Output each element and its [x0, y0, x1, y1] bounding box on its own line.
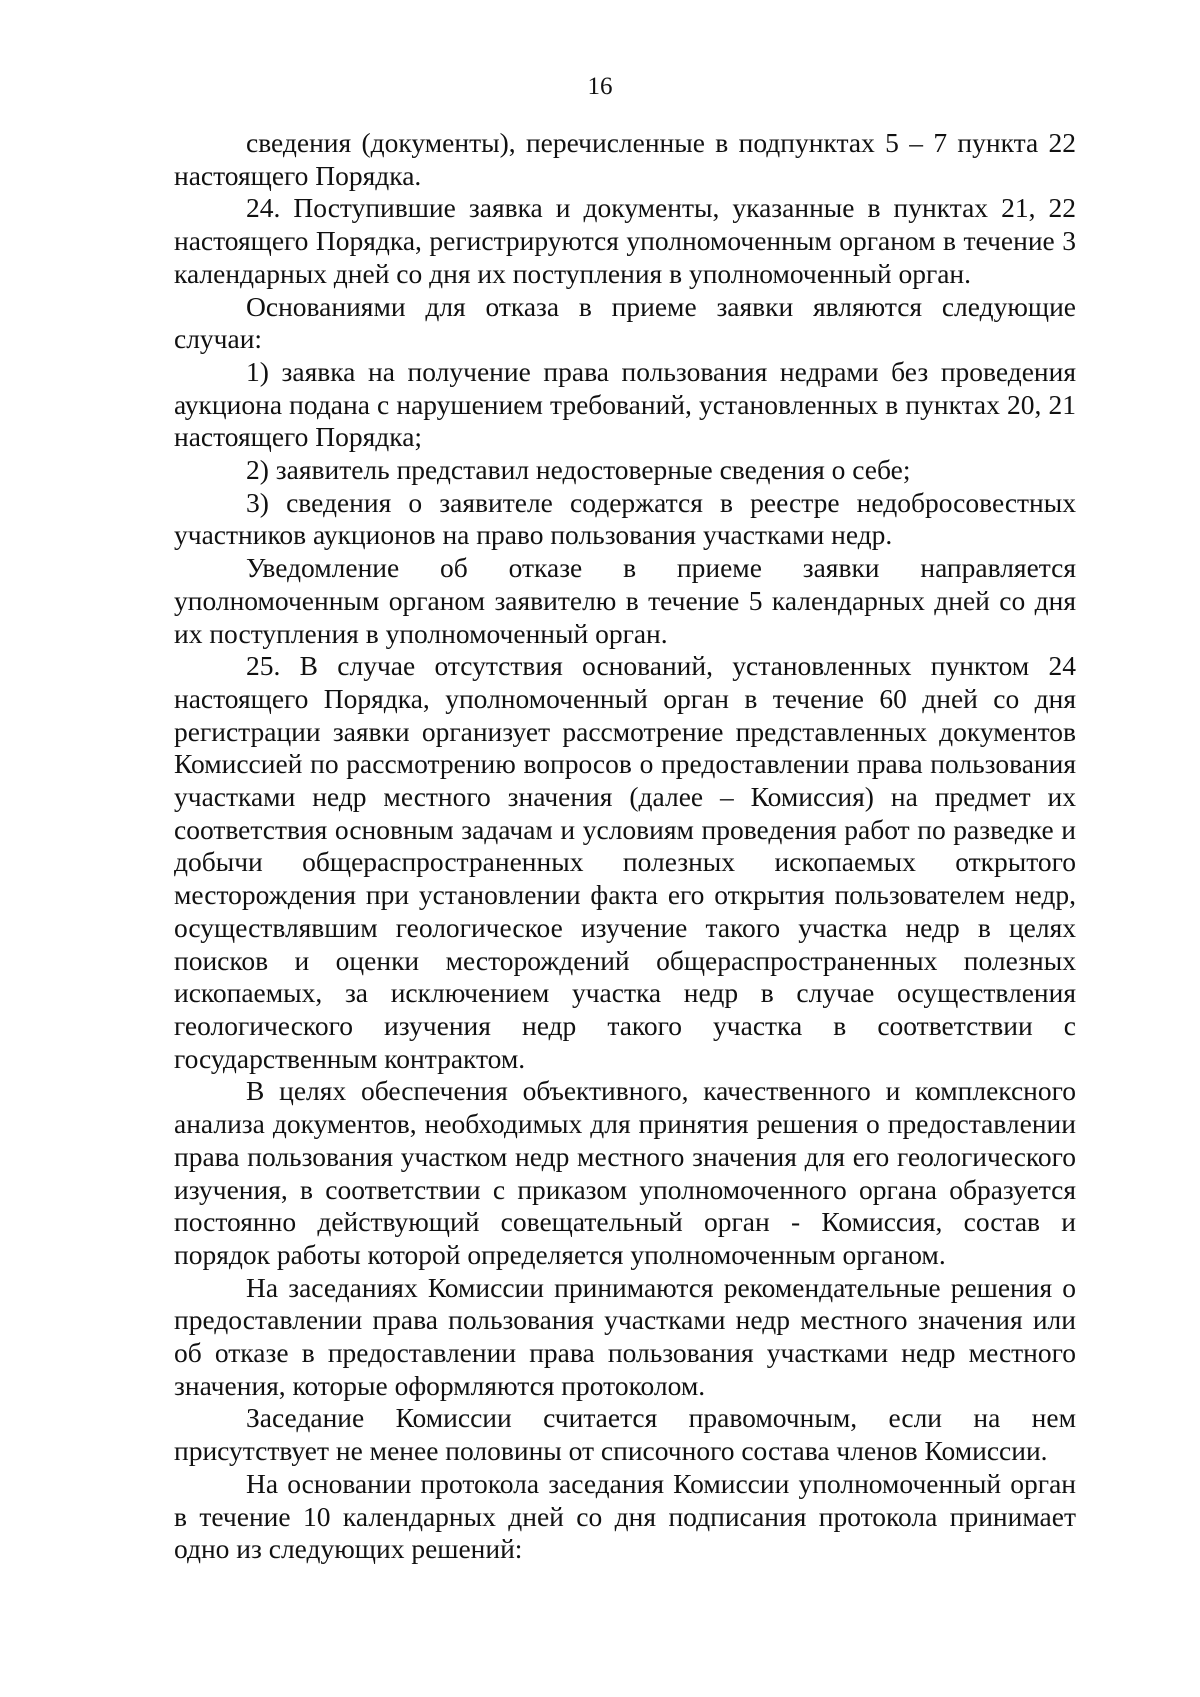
paragraph-commission-quorum: Заседание Комиссии считается правомочным, если на нем присутствует не менее половины от списочного состава членов Комиссии. — [174, 1402, 1076, 1467]
paragraph-refusal-notice: Уведомление об отказе в приеме заявки направляется уполномоченным органом заявителю в течение 5 календарных дней со дня их поступления в уполномоченный орган. — [174, 552, 1076, 649]
paragraph-item-25: 25. В случае отсутствия оснований, установленных пунктом 24 настоящего Порядка, уполномоченный орган в течение 60 дней со дня регистрации заявки организует рассмотрение представленных документов Комиссией по рассмотрению вопросов о предоставлении права пользования участками недр местного значения (далее – Комиссия) на предмет их соответствия основным задачам и условиям проведения работ по разведке и добычи общераспространенных полезных ископаемых открытого месторождения при установлении факта его открытия пользователем недр, осуществлявшим геологическое изучение такого участка недр в целях поисков и оценки месторождений общераспространенных полезных ископаемых, за исключением участка недр в случае осуществления геологического изучения недр такого участка в соответствии с государственным контрактом. — [174, 650, 1076, 1074]
paragraph-continuation: сведения (документы), перечисленные в подпунктах 5 – 7 пункта 22 настоящего Порядка. — [174, 127, 1076, 191]
paragraph-subitem-2: 2) заявитель представил недостоверные сведения о себе; — [246, 454, 911, 486]
paragraph-commission-decisions: На заседаниях Комиссии принимаются рекомендательные решения о предоставлении права пользования участками недр местного значения или об отказе в предоставлении права пользования участками недр местного значения, которые оформляются протоколом. — [174, 1271, 1076, 1401]
paragraph-authority-decision: На основании протокола заседания Комиссии уполномоченный орган в течение 10 календарных дней со дня подписания протокола принимает одно из следующих решений: — [174, 1467, 1076, 1565]
paragraph-item-24: 24. Поступившие заявка и документы, указанные в пунктах 21, 22 настоящего Порядка, регистрируются уполномоченным органом в течение 3 календарных дней со дня их поступления в уполномоченный орган. — [174, 192, 1076, 289]
document-body — [174, 127, 1076, 1566]
paragraph-subitem-3: 3) сведения о заявителе содержатся в реестре недобросовестных участников аукционов на право пользования участками недр. — [174, 486, 1076, 551]
paragraph-subitem-1: 1) заявка на получение права пользования недрами без проведения аукциона подана с нарушением требований, установленных в пунктах 20, 21 настоящего Порядка; — [174, 355, 1076, 453]
paragraph-commission-purpose: В целях обеспечения объективного, качественного и комплексного анализа документов, необходимых для принятия решения о предоставлении права пользования участком недр местного значения для его геологического изучения, в соответствии с приказом уполномоченного органа образуется постоянно действующий совещательный орган - Комиссия, состав и порядок работы которой определяется уполномоченным органом. — [174, 1075, 1076, 1270]
paragraph-refusal-grounds: Основаниями для отказа в приеме заявки являются следующие случаи: — [174, 290, 1076, 355]
page-number: 16 — [587, 73, 613, 100]
